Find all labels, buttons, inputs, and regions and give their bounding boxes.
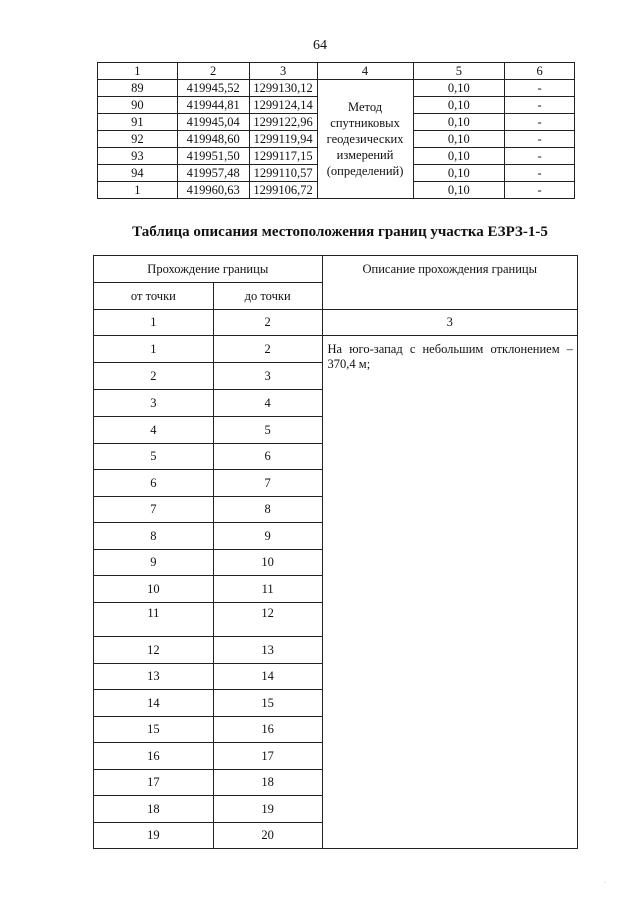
to-cell: 20 xyxy=(213,823,322,849)
scan-speck: · xyxy=(604,880,606,886)
from-cell: 7 xyxy=(94,497,214,523)
accuracy-cell: 0,10 xyxy=(413,80,505,97)
y-cell: 1299130,12 xyxy=(249,80,317,97)
from-cell: 4 xyxy=(94,417,214,444)
boundary-table xyxy=(93,255,578,849)
header-passage: Прохождение границы xyxy=(94,256,323,283)
to-cell: 9 xyxy=(213,523,322,550)
x-cell: 419945,04 xyxy=(177,114,249,131)
from-cell: 6 xyxy=(94,470,214,497)
coordinates-table xyxy=(97,62,575,199)
to-cell: 14 xyxy=(213,664,322,690)
from-cell: 19 xyxy=(94,823,214,849)
method-line: (определений) xyxy=(326,164,404,178)
coord-header-cell: 1 xyxy=(98,63,178,80)
point-cell: 91 xyxy=(98,114,178,131)
accuracy-cell: 0,10 xyxy=(413,182,505,199)
note-cell: - xyxy=(505,80,575,97)
accuracy-cell: 0,10 xyxy=(413,97,505,114)
y-cell: 1299117,15 xyxy=(249,148,317,165)
coord-header-cell: 5 xyxy=(413,63,505,80)
to-cell: 8 xyxy=(213,497,322,523)
y-cell: 1299119,94 xyxy=(249,131,317,148)
y-cell: 1299122,96 xyxy=(249,114,317,131)
page-number: 64 xyxy=(313,38,327,53)
to-cell: 15 xyxy=(213,690,322,717)
to-cell: 19 xyxy=(213,796,322,823)
from-cell: 14 xyxy=(94,690,214,717)
y-cell: 1299124,14 xyxy=(249,97,317,114)
header-from: от точки xyxy=(94,283,214,310)
note-cell: - xyxy=(505,131,575,148)
method-line: измерений xyxy=(336,148,394,162)
from-cell: 8 xyxy=(94,523,214,550)
y-cell: 1299106,72 xyxy=(249,182,317,199)
x-cell: 419957,48 xyxy=(177,165,249,182)
point-cell: 92 xyxy=(98,131,178,148)
boundary-description: На юго-запад с небольшим отклонением – 370,4 м; xyxy=(322,336,577,849)
from-cell: 12 xyxy=(94,637,214,664)
x-cell: 419960,63 xyxy=(177,182,249,199)
x-cell: 419944,81 xyxy=(177,97,249,114)
point-cell: 93 xyxy=(98,148,178,165)
note-cell: - xyxy=(505,182,575,199)
note-cell: - xyxy=(505,97,575,114)
method-cell xyxy=(317,80,413,199)
from-cell: 16 xyxy=(94,743,214,770)
method-line: геодезических xyxy=(326,132,404,146)
from-cell: 17 xyxy=(94,770,214,796)
point-cell: 1 xyxy=(98,182,178,199)
coord-header-cell: 4 xyxy=(317,63,413,80)
to-cell: 5 xyxy=(213,417,322,444)
boundary-table-title: Таблица описания местоположения границ участка ЕЗРЗ-1-5 xyxy=(132,224,548,240)
boundary-header-row xyxy=(94,256,578,283)
accuracy-cell: 0,10 xyxy=(413,114,505,131)
coord-header-cell: 2 xyxy=(177,63,249,80)
column-number: 1 xyxy=(94,310,214,336)
boundary-row xyxy=(94,336,578,363)
header-to: до точки xyxy=(213,283,322,310)
note-cell: - xyxy=(505,114,575,131)
to-cell: 10 xyxy=(213,550,322,576)
column-number-row xyxy=(94,310,578,336)
from-cell: 5 xyxy=(94,444,214,470)
coord-header-cell: 6 xyxy=(505,63,575,80)
to-cell: 7 xyxy=(213,470,322,497)
y-cell: 1299110,57 xyxy=(249,165,317,182)
x-cell: 419951,50 xyxy=(177,148,249,165)
note-cell: - xyxy=(505,148,575,165)
point-cell: 94 xyxy=(98,165,178,182)
accuracy-cell: 0,10 xyxy=(413,165,505,182)
point-cell: 90 xyxy=(98,97,178,114)
coord-row xyxy=(98,80,575,97)
to-cell: 3 xyxy=(213,363,322,390)
from-cell: 3 xyxy=(94,390,214,417)
method-line: спутниковых xyxy=(330,116,400,130)
from-cell: 15 xyxy=(94,717,214,743)
to-cell: 11 xyxy=(213,576,322,603)
accuracy-cell: 0,10 xyxy=(413,131,505,148)
column-number: 3 xyxy=(322,310,577,336)
x-cell: 419945,52 xyxy=(177,80,249,97)
from-cell: 1 xyxy=(94,336,214,363)
to-cell: 16 xyxy=(213,717,322,743)
to-cell: 4 xyxy=(213,390,322,417)
to-cell: 17 xyxy=(213,743,322,770)
from-cell: 2 xyxy=(94,363,214,390)
to-cell: 6 xyxy=(213,444,322,470)
method-line: Метод xyxy=(348,100,383,114)
from-cell: 11 xyxy=(94,603,214,637)
from-cell: 18 xyxy=(94,796,214,823)
column-number: 2 xyxy=(213,310,322,336)
x-cell: 419948,60 xyxy=(177,131,249,148)
coord-header-row xyxy=(98,63,575,80)
to-cell: 2 xyxy=(213,336,322,363)
to-cell: 12 xyxy=(213,603,322,637)
coord-header-cell: 3 xyxy=(249,63,317,80)
from-cell: 13 xyxy=(94,664,214,690)
from-cell: 10 xyxy=(94,576,214,603)
point-cell: 89 xyxy=(98,80,178,97)
from-cell: 9 xyxy=(94,550,214,576)
header-description: Описание прохождения границы xyxy=(322,256,577,310)
accuracy-cell: 0,10 xyxy=(413,148,505,165)
to-cell: 13 xyxy=(213,637,322,664)
note-cell: - xyxy=(505,165,575,182)
to-cell: 18 xyxy=(213,770,322,796)
